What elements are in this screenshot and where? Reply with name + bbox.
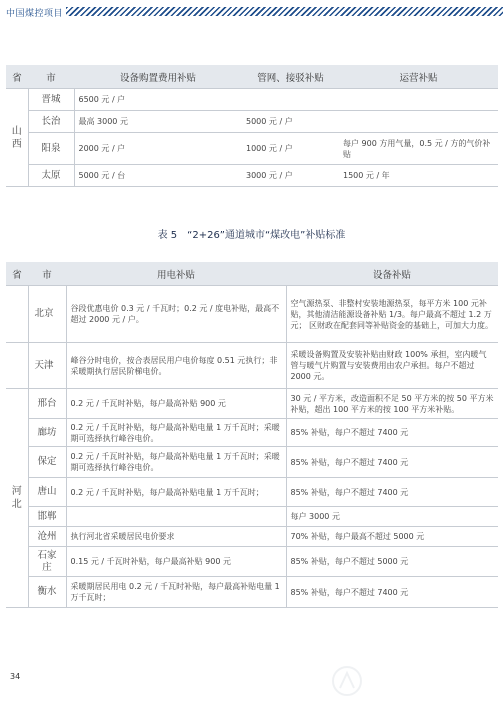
- pipe-cell: 1000 元 / 户: [246, 144, 293, 153]
- equipment-cell: 70% 补贴，每户最高不超过 5000 元: [290, 532, 425, 541]
- coal-to-electricity-table: [6, 262, 498, 608]
- equipment-cell: 85% 补贴，每户不超过 7400 元: [290, 457, 409, 467]
- city-cell: 衡水: [28, 577, 66, 608]
- table-row: [6, 547, 498, 577]
- city-cell: 晋城: [28, 89, 74, 111]
- device-cell: 2000 元 / 户: [78, 144, 126, 153]
- province-cell: [6, 343, 28, 389]
- shanxi-subsidy-table: [6, 65, 498, 187]
- table-row: [6, 577, 498, 608]
- header-stripes: [66, 7, 503, 16]
- electricity-cell: 峰谷分时电价，按合表居民用户电价每度 0.51 元执行；非采暖期执行居民阶梯电价。: [66, 343, 286, 389]
- city-cell: 阳泉: [28, 133, 74, 165]
- table-row: [6, 389, 498, 419]
- table-row: [6, 343, 498, 389]
- electricity-cell: 执行河北省采暖居民电价要求: [66, 527, 286, 547]
- page-header: [0, 0, 503, 22]
- col-header-province: 省: [6, 262, 28, 286]
- operation-cell: [339, 111, 498, 133]
- table-row: [6, 286, 498, 343]
- equipment-cell: 空气源热泵、非整村安装地源热泵，每平方米 100 元补贴，其他清洁能源设备补贴 1/3。每户最高不超过 1.2 万元； 区财政在配套同等补贴资金的基础上，可加大力度。: [290, 298, 494, 330]
- col-header-city: 市: [28, 65, 74, 89]
- col-header-operation: 运营补贴: [339, 65, 498, 89]
- col-header-pipe: 管网、接驳补贴: [242, 65, 339, 89]
- equipment-cell: 每户 3000 元: [290, 512, 340, 521]
- device-cell: 5000 元 / 台: [78, 171, 126, 180]
- city-cell: 廊坊: [28, 419, 66, 447]
- city-cell: 唐山: [28, 478, 66, 507]
- province-cell: 河 北: [6, 389, 28, 608]
- equipment-cell: 85% 补贴，每户不超过 7400 元: [290, 487, 409, 497]
- page-number: 34: [10, 672, 21, 681]
- table-row: [6, 447, 498, 478]
- pipe-cell: 5000 元 / 户: [246, 117, 293, 126]
- operation-cell: [339, 89, 498, 111]
- city-cell: 邯郸: [28, 507, 66, 527]
- electricity-cell: [66, 507, 286, 527]
- col-header-equipment: 设备补贴: [286, 262, 498, 286]
- city-cell: 保定: [28, 447, 66, 478]
- table-row: [6, 419, 498, 447]
- table-row: [6, 89, 498, 111]
- table-row: [6, 527, 498, 547]
- province-cell: [6, 286, 28, 343]
- table5-title: 表 5 “2+26”通道城市“煤改电”补贴标准: [157, 230, 346, 241]
- electricity-cell: 采暖期居民用电 0.2 元 / 千瓦时补贴，每户最高补贴电量 1 万千瓦时；: [66, 577, 286, 608]
- table-row: [6, 165, 498, 187]
- table-row: [6, 507, 498, 527]
- city-cell: 石家 庄: [28, 547, 66, 577]
- city-cell: 天津: [28, 343, 66, 389]
- device-cell: 6500 元 / 户: [78, 95, 126, 104]
- electricity-cell: 0.2 元 / 千瓦时补贴，每户最高补贴 900 元: [66, 389, 286, 419]
- table-row: [6, 478, 498, 507]
- table-header-row: [6, 65, 498, 89]
- pipe-cell: [242, 89, 339, 111]
- header-title: 中国煤控项目: [6, 9, 64, 19]
- city-cell: 长治: [28, 111, 74, 133]
- equipment-cell: 85% 补贴，每户不超过 5000 元: [290, 557, 409, 566]
- electricity-cell: 谷段优惠电价 0.3 元 / 千瓦时；0.2 元 / 度电补贴，最高不超过 2000 元 / 户。: [66, 286, 286, 343]
- province-cell: 山 西: [6, 89, 28, 187]
- col-header-electricity: 用电补贴: [66, 262, 286, 286]
- city-cell: 邢台: [28, 389, 66, 419]
- col-header-city: 市: [28, 262, 66, 286]
- table-header-row: [6, 262, 498, 286]
- electricity-cell: 0.2 元 / 千瓦时补贴，每户最高补贴电量 1 万千瓦时；采暖期可选择执行峰谷电价。: [66, 447, 286, 478]
- pipe-cell: 3000 元 / 户: [246, 171, 293, 180]
- table-row: [6, 133, 498, 165]
- watermark-icon: [330, 664, 364, 698]
- city-cell: 太原: [28, 165, 74, 187]
- equipment-cell: 30 元 / 平方米，改造面积不足 50 平方米的按 50 平方米补贴，超出 100 平方米的按 100 平方米补贴。: [290, 393, 494, 414]
- col-header-device: 设备购置费用补贴: [74, 65, 242, 89]
- table-row: [6, 111, 498, 133]
- electricity-cell: 0.2 元 / 千瓦时补贴，每户最高补贴电量 1 万千瓦时；采暖期可选择执行峰谷电价。: [66, 419, 286, 447]
- electricity-cell: 0.15 元 / 千瓦时补贴，每户最高补贴 900 元: [66, 547, 286, 577]
- device-cell: 最高 3000 元: [78, 117, 128, 126]
- operation-cell: 每户 900 方用气量，0.5 元 / 方的气价补贴: [343, 138, 491, 159]
- col-header-province: 省: [6, 65, 28, 89]
- city-cell: 北京: [28, 286, 66, 343]
- electricity-cell: 0.2 元 / 千瓦时补贴，每户最高补贴电量 1 万千瓦时；: [66, 478, 286, 507]
- operation-cell: 1500 元 / 年: [343, 171, 390, 180]
- equipment-cell: 85% 补贴，每户不超过 7400 元: [290, 587, 409, 597]
- equipment-cell: 采暖设备购置及安装补贴由财政 100% 承担，室内暖气管与暖气片购置与安装费用由农户承担。每户不超过 2000 元。: [290, 350, 487, 381]
- equipment-cell: 85% 补贴，每户不超过 7400 元: [290, 428, 409, 437]
- city-cell: 沧州: [28, 527, 66, 547]
